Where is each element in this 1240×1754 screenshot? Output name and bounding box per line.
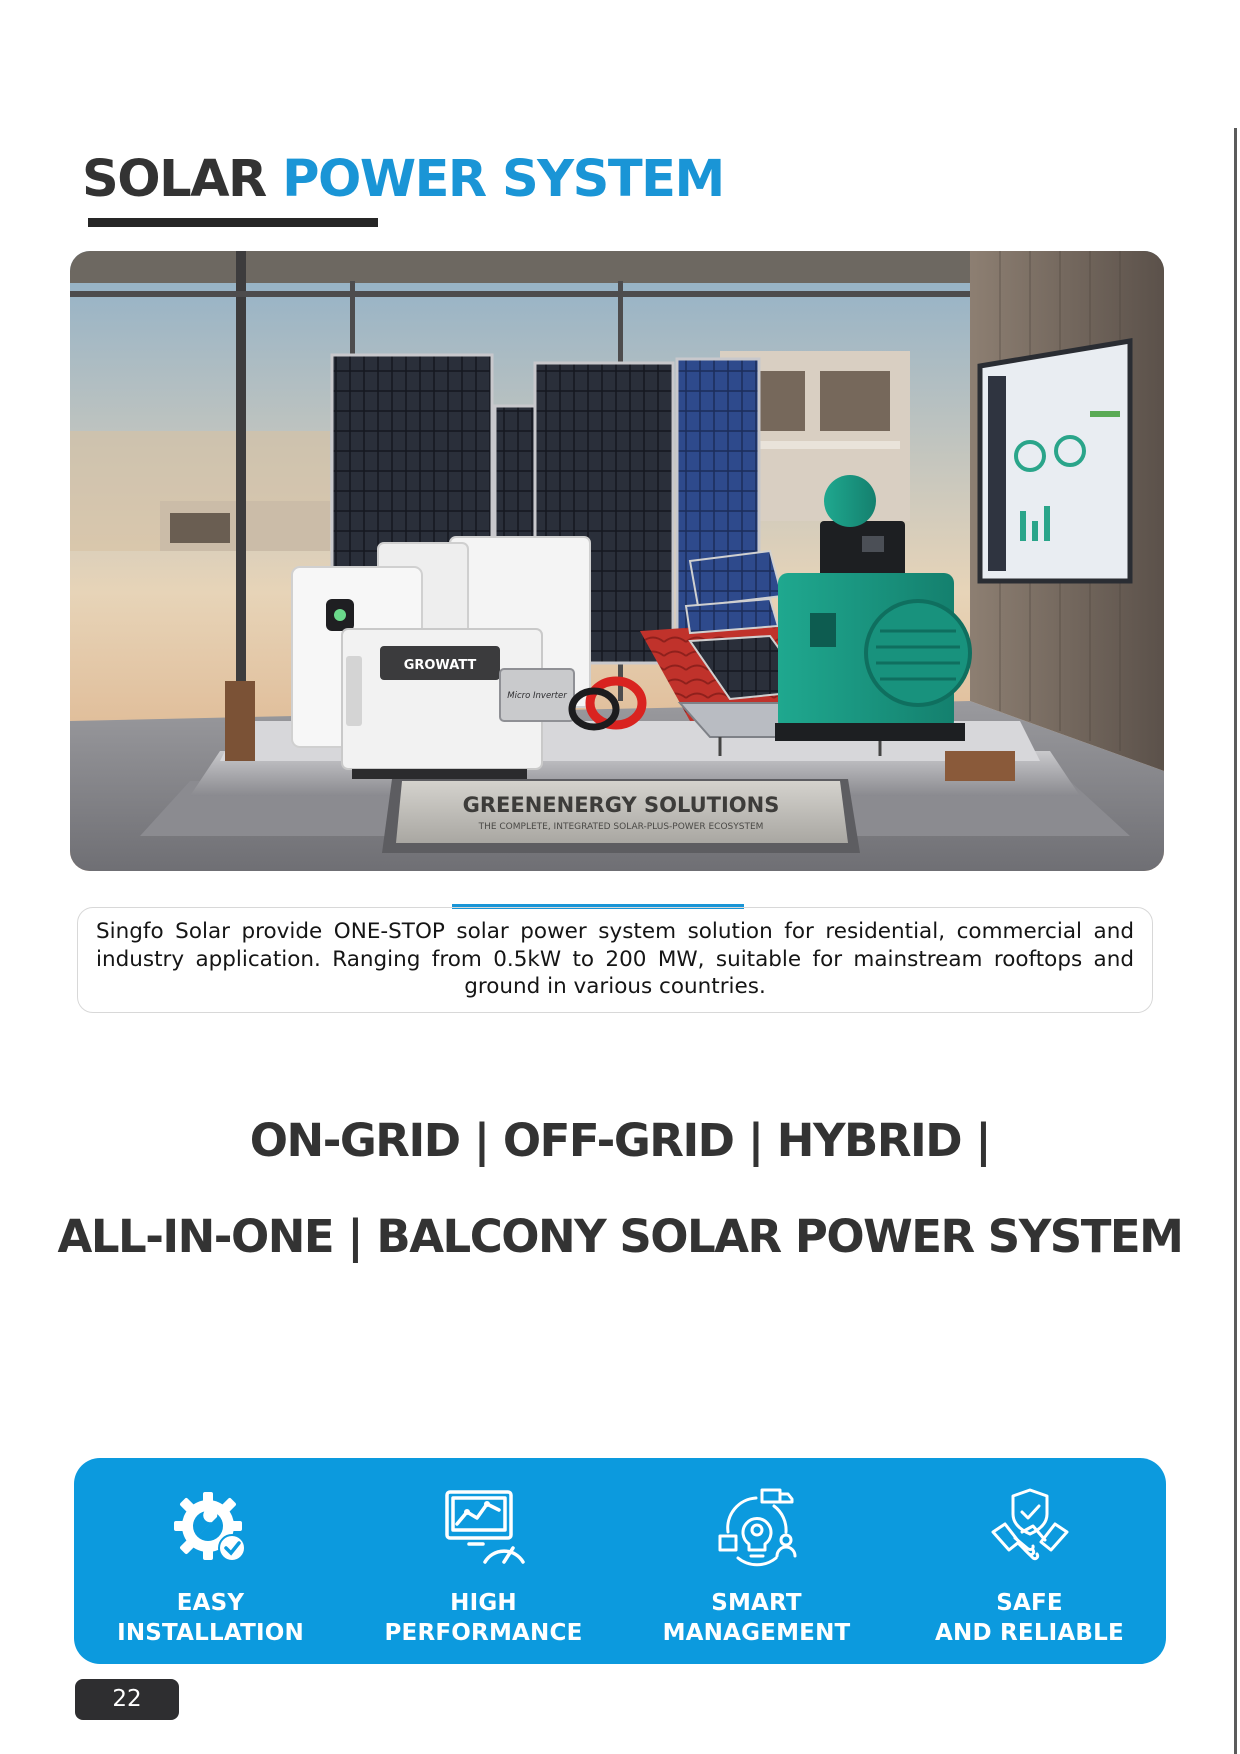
monitor-gauge-icon	[443, 1486, 525, 1568]
feature-label-line-2: PERFORMANCE	[384, 1620, 583, 1646]
sign-subtitle: THE COMPLETE, INTEGRATED SOLAR-PLUS-POWER ECOSYSTEM	[478, 822, 764, 832]
hero-image	[70, 251, 1164, 871]
system-types-line-1: ON-GRID | OFF-GRID | HYBRID |	[249, 1114, 991, 1167]
page-title	[82, 148, 724, 212]
inverter-brand: GROWATT	[403, 658, 477, 673]
features-band	[74, 1458, 1166, 1664]
feature-smart-management	[620, 1458, 893, 1664]
feature-label-line-1: EASY	[176, 1590, 245, 1616]
feature-label-line-2: AND RELIABLE	[935, 1620, 1124, 1646]
bulb-gear-network-icon	[716, 1486, 798, 1568]
system-types-line-2: ALL-IN-ONE | BALCONY SOLAR POWER SYSTEM	[57, 1210, 1183, 1263]
page-number: 22	[75, 1679, 179, 1720]
shield-handshake-icon	[989, 1486, 1071, 1568]
feature-label-line-1: HIGH	[450, 1590, 517, 1616]
feature-label-line-2: INSTALLATION	[117, 1620, 304, 1646]
feature-label-line-1: SMART	[711, 1590, 802, 1616]
title-part-dark: SOLAR	[82, 150, 266, 209]
sign-title: GREENENERGY SOLUTIONS	[462, 793, 780, 817]
gear-wrench-check-icon	[170, 1486, 252, 1568]
feature-easy-installation	[74, 1458, 347, 1664]
feature-high-performance	[347, 1458, 620, 1664]
title-underline	[88, 218, 378, 227]
feature-label-line-2: MANAGEMENT	[662, 1620, 851, 1646]
micro-inverter-label: Micro Inverter	[507, 691, 567, 701]
title-part-blue: POWER SYSTEM	[282, 150, 724, 209]
description-text: Singfo Solar provide ONE-STOP solar power system solution for residential, commercial and industry application. Ranging from 0.5kW to 200 MW, suitable for mainstream rooftops and ground in various countries.	[96, 919, 1134, 999]
feature-label-line-1: SAFE	[996, 1590, 1063, 1616]
description-box	[77, 907, 1153, 1013]
feature-safe-reliable	[893, 1458, 1166, 1664]
page-edge-line	[1234, 128, 1237, 1754]
